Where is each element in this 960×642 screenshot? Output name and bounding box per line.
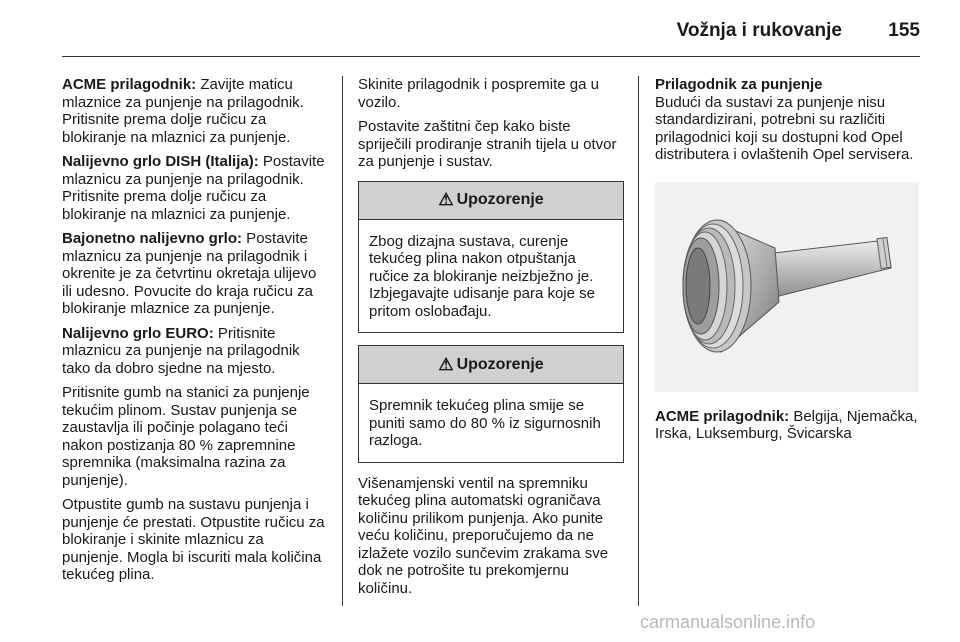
warning-header-1 <box>359 182 623 220</box>
page-number: 155 <box>888 20 920 41</box>
paragraph-adapters: Budući da sustavi za punjenje nisu standardizirani, potrebni su različiti prilagodnici koji su dostupni kod Opel distributera i ovlaštenih Opel servisera. <box>655 93 914 163</box>
figure-caption <box>655 408 923 443</box>
text-euro: Pritisnite mlaznicu za punjenje na prilagodnik tako da dobro sjedne na mjesto. <box>62 324 300 377</box>
warning-header-2 <box>359 346 623 384</box>
paragraph-bajonet <box>62 230 328 318</box>
warning-triangle-icon: ⚠ <box>438 190 454 210</box>
column-1 <box>62 76 328 591</box>
warning-box-1 <box>358 181 624 334</box>
label-bajonet: Bajonetno nalijevno grlo: <box>62 230 243 247</box>
paragraph-release-button: Otpustite gumb na sustavu punjenja i punjenje će prestati. Otpustite ručicu za blokiranje i skinite mlaznicu za punjenje. Mogla bi iscuriti mala količina tekućeg plina. <box>62 496 325 583</box>
warning-triangle-icon: ⚠ <box>438 354 454 374</box>
acme-adapter-illustration <box>655 182 919 392</box>
text-dish: Postavite mlaznicu za punjenje na prilagodnik. Pritisnite prema dolje ručicu za blokiranje na mlaznici za punjenje. <box>62 153 325 223</box>
label-euro: Nalijevno grlo EURO: <box>62 324 214 342</box>
warning-title-1: Upozorenje <box>456 191 544 209</box>
column-2 <box>358 76 624 604</box>
paragraph-multivalve: Višenamjenski ventil na spremniku tekućeg plina automatski ograničava količinu prilikom punjenja. Ako punite veću količinu, preporučujemo da ne izlažete vozilo sunčevim zrakama sve dok ne potrošite tu prekomjernu količinu. <box>358 474 609 597</box>
column-divider-2 <box>638 76 639 606</box>
column-divider-1 <box>342 76 343 606</box>
paragraph-remove-adapter: Skinite prilagodnik i pospremite ga u vozilo. <box>358 76 599 111</box>
section-heading: Prilagodnik za punjenje <box>655 76 823 93</box>
warning-body-2: Spremnik tekućeg plina smije se puniti samo do 80 % iz sigurnosnih razloga. <box>369 397 601 449</box>
warning-box-2 <box>358 345 624 463</box>
column-3 <box>655 76 923 450</box>
paragraph-euro <box>62 325 328 378</box>
warning-title-2: Upozorenje <box>456 355 544 373</box>
label-acme: ACME prilagodnik: <box>62 76 197 93</box>
watermark: carmanualsonline.info <box>640 612 816 632</box>
caption-label: ACME prilagodnik: <box>655 407 790 425</box>
header-divider <box>62 56 920 57</box>
text-bajonet: Postavite mlaznicu za punjenje na prilagodnik i okrenite je za četvrtinu okretaja ulijevo ili udesno. Povucite do kraja ručicu za blokiranje mlaznice za punjenje. <box>62 230 317 317</box>
paragraph-protective-cap: Postavite zaštitni čep kako biste spriječili prodiranje stranih tijela u otvor za punjenje i sustav. <box>358 118 617 170</box>
label-dish: Nalijevno grlo DISH (Italija): <box>62 153 259 170</box>
caption-text: Belgija, Njemačka, Irska, Luksemburg, Švicarska <box>655 407 918 442</box>
paragraph-dish <box>62 153 328 223</box>
warning-body-1: Zbog dizajna sustava, curenje tekućeg plina nakon otpuštanja ručice za blokiranje neizbježno je. Izbjegavajte udisanje para koje se pritom oslobađaju. <box>369 232 595 320</box>
adapter-drawing <box>655 182 919 392</box>
paragraph-acme <box>62 76 328 146</box>
paragraph-press-button: Pritisnite gumb na stanici za punjenje tekućim plinom. Sustav punjenja se zaustavlja ili počinje polagano teći nakon postizanja 80 % zapremnine spremnika (maksimalna razina za punjenje). <box>62 384 310 489</box>
text-acme: Zavijte maticu mlaznice za punjenje na prilagodnik. Pritisnite prema dolje ručicu za blokiranje na mlaznici za punjenje. <box>62 76 304 146</box>
header-title: Vožnja i rukovanje <box>676 20 842 41</box>
